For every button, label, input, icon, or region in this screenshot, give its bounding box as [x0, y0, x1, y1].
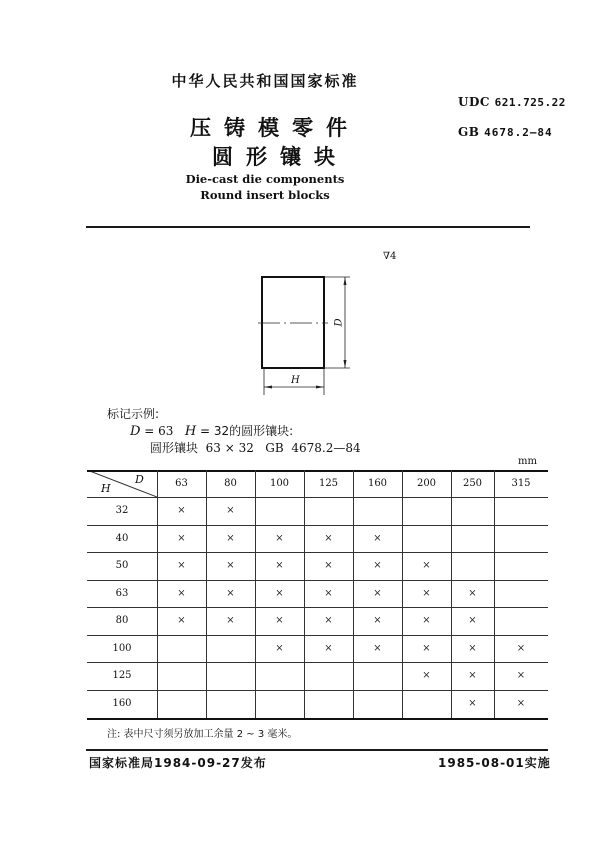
marking-example-title: 标记示例: [107, 407, 160, 421]
table-cell [494, 552, 548, 579]
size-table [87, 470, 548, 719]
row-header: 100 [112, 643, 132, 654]
column-header: 200 [416, 478, 437, 489]
value-H: = 32的圆形镶块: [196, 424, 294, 438]
column-header: 250 [462, 478, 483, 489]
table-row-line [87, 718, 548, 720]
table-cell: × [226, 533, 235, 544]
effective-date: 1985-08-01实施 [438, 756, 551, 770]
issue-date: 国家标准局1984-09-27发布 [89, 756, 267, 770]
corner-row-label: H [101, 482, 111, 495]
column-header: 125 [318, 478, 339, 489]
table-cell [255, 662, 304, 689]
table-cell: × [324, 615, 333, 626]
table-cell [255, 690, 304, 717]
table-cell: × [177, 533, 186, 544]
table-cell: × [468, 588, 477, 599]
row-header: 80 [115, 615, 129, 626]
table-cell: × [275, 533, 284, 544]
table-cell: × [468, 670, 477, 681]
designation-spec: 63 × 32 GB 4678.2—84 [198, 441, 361, 455]
title-en-line1: Die-cast die components [185, 172, 345, 186]
title-cn-line1: 压铸模零件 [190, 116, 360, 140]
row-header: 160 [112, 698, 132, 709]
row-header: 125 [112, 670, 132, 681]
table-cell [304, 662, 353, 689]
column-header: 63 [175, 478, 188, 489]
udc-code [458, 95, 566, 109]
table-cell: × [468, 615, 477, 626]
table-cell: × [177, 588, 186, 599]
title-cn-line2: 圆形镶块 [212, 145, 348, 169]
table-cell: × [373, 643, 382, 654]
standard-organization: 中华人民共和国国家标准 [171, 72, 359, 90]
corner-column-label: D [135, 473, 144, 486]
row-header: 40 [115, 533, 129, 544]
var-H: H [184, 424, 197, 439]
table-cell [494, 525, 548, 552]
table-cell: × [275, 643, 284, 654]
designation-name: 圆形镶块 [150, 441, 199, 455]
round-insert-drawing [230, 240, 430, 400]
column-header: 80 [224, 478, 237, 489]
table-cell: × [177, 560, 186, 571]
table-cell: × [275, 588, 284, 599]
header-divider [86, 226, 530, 228]
unit-label: mm [518, 456, 537, 467]
table-cell: × [177, 505, 186, 516]
table-cell: × [324, 643, 333, 654]
column-header: 315 [511, 478, 531, 489]
table-cell: × [373, 615, 382, 626]
marking-example-condition [130, 422, 293, 439]
row-header: 50 [115, 560, 129, 571]
gb-number: 4678.2—84 [484, 126, 553, 139]
var-D: D [130, 424, 141, 439]
table-cell [206, 690, 255, 717]
table-cell: × [226, 560, 235, 571]
udc-label: UDC [458, 95, 490, 109]
table-note: 注: 表中尺寸须另放加工余量 2 ~ 3 毫米。 [107, 729, 298, 740]
dimension-label-H: H [291, 375, 300, 386]
table-cell: × [177, 615, 186, 626]
table-cell: × [226, 615, 235, 626]
table-cell [494, 607, 548, 634]
table-cell [157, 662, 206, 689]
footer-divider [86, 749, 548, 751]
table-cell [206, 662, 255, 689]
table-cell [206, 635, 255, 662]
table-cell [451, 525, 494, 552]
table-cell [353, 662, 402, 689]
table-cell: × [373, 560, 382, 571]
table-cell [304, 690, 353, 717]
table-cell: × [422, 643, 431, 654]
table-cell: × [422, 560, 431, 571]
table-cell: × [275, 615, 284, 626]
table-cell [402, 690, 451, 717]
table-cell [402, 497, 451, 524]
row-header: 32 [115, 505, 129, 516]
table-cell [451, 552, 494, 579]
table-cell [494, 497, 548, 524]
table-cell: × [422, 615, 431, 626]
dimension-label-D: D [333, 318, 345, 327]
table-cell [157, 635, 206, 662]
table-cell [157, 690, 206, 717]
marking-example-designation [150, 439, 361, 456]
table-cell: × [422, 588, 431, 599]
table-cell: × [275, 560, 284, 571]
table-cell: × [516, 670, 526, 681]
table-cell [494, 580, 548, 607]
title-en-line2: Round insert blocks [200, 188, 330, 202]
gb-label: GB [458, 125, 480, 139]
gb-standard-number [458, 125, 553, 139]
table-cell [451, 497, 494, 524]
table-cell: × [226, 588, 235, 599]
table-cell [304, 497, 353, 524]
table-cell: × [468, 698, 477, 709]
row-header: 63 [115, 588, 129, 599]
table-cell: × [516, 643, 526, 654]
value-D: = 63 [140, 424, 185, 438]
surface-roughness-symbol: ∇4 [383, 251, 397, 262]
table-cell: × [373, 533, 382, 544]
table-cell [353, 497, 402, 524]
table-cell [255, 497, 304, 524]
table-cell [402, 525, 451, 552]
table-cell: × [422, 670, 431, 681]
table-cell: × [468, 643, 477, 654]
table-cell: × [324, 588, 333, 599]
table-cell: × [226, 505, 235, 516]
corner-diagonal [87, 470, 157, 497]
table-cell: × [324, 533, 333, 544]
table-cell: × [516, 698, 526, 709]
column-header: 100 [269, 478, 290, 489]
table-cell [353, 690, 402, 717]
table-cell: × [324, 560, 333, 571]
udc-number: 621.725.22 [494, 96, 566, 109]
table-cell: × [373, 588, 382, 599]
column-header: 160 [367, 478, 388, 489]
